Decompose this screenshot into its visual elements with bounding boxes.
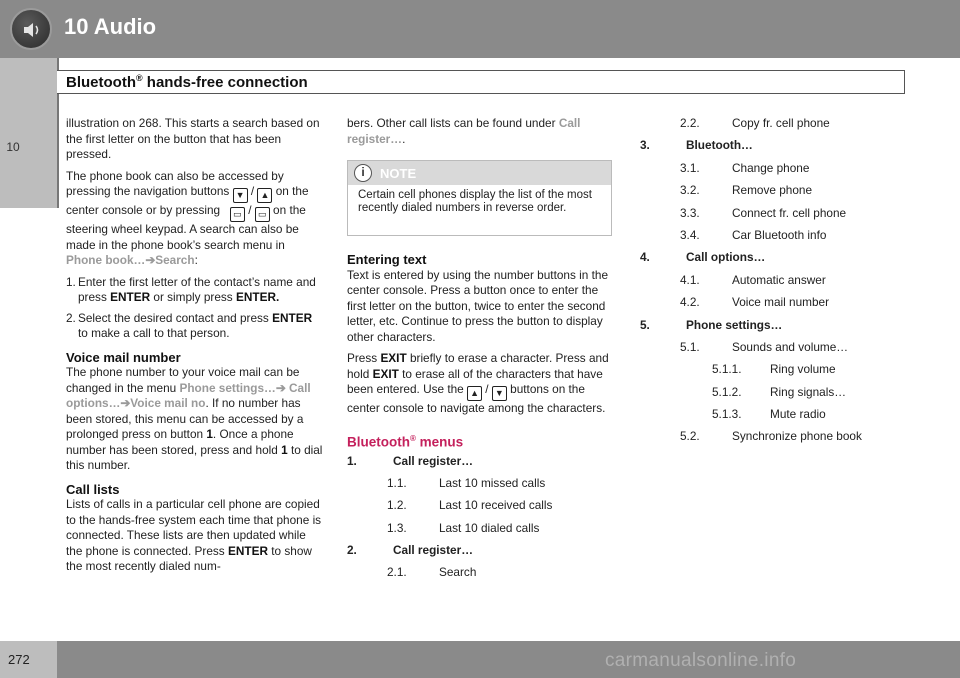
menu-item	[347, 476, 615, 498]
chapter-side-tab	[0, 58, 57, 208]
menu-item-number: 2.1.	[387, 565, 407, 580]
column-right	[640, 116, 920, 452]
bluetooth-menu-list	[347, 454, 615, 588]
page-number: 272	[8, 652, 30, 667]
menu-item-label: Ring volume	[770, 362, 836, 377]
menu-item	[640, 206, 920, 228]
side-tab-number: 10	[6, 140, 20, 154]
menu-item-number: 1.	[347, 453, 357, 468]
menu-item-label: Bluetooth…	[686, 138, 753, 153]
menu-item-label: Change phone	[732, 160, 810, 175]
note-header	[348, 161, 611, 185]
menu-item-label: Remove phone	[732, 183, 813, 198]
menu-item-label: Search	[439, 565, 477, 580]
heading-call-lists: Call lists	[66, 481, 120, 497]
wheel-key-right-icon: ▭	[255, 207, 270, 222]
chapter-title: 10 Audio	[64, 14, 157, 39]
heading-voice-mail: Voice mail number	[66, 349, 181, 365]
menu-item-label: Car Bluetooth info	[732, 227, 827, 242]
menu-item-label: Synchronize phone book	[732, 429, 862, 444]
menu-path: Voice mail no	[130, 396, 206, 410]
column-middle-lower	[347, 252, 615, 588]
menu-item	[640, 161, 920, 183]
arrow-right-icon: ➔	[120, 396, 131, 410]
menu-item	[640, 295, 920, 317]
menu-item-number: 5.2.	[680, 429, 700, 444]
instruction-list	[66, 275, 324, 342]
menu-path: Search	[155, 253, 195, 267]
menu-item-number: 4.1.	[680, 272, 700, 287]
menu-item-label: Ring signals…	[770, 384, 847, 399]
menu-item-number: 3.2.	[680, 183, 700, 198]
menu-item-number: 3.4.	[680, 227, 700, 242]
menu-item	[640, 340, 920, 362]
wheel-key-left-icon: ▭	[230, 207, 245, 222]
menu-item-label: Phone settings…	[686, 317, 783, 332]
menu-item-label: Last 10 dialed calls	[439, 520, 540, 535]
menu-item	[640, 318, 920, 340]
menu-item	[640, 138, 920, 160]
menu-item-label: Last 10 received calls	[439, 498, 553, 513]
menu-item-label: Copy fr. cell phone	[732, 116, 830, 130]
arrow-right-icon: ➔	[145, 253, 156, 267]
paragraph: The phone book can also be accessed by pressing the navigation buttons ▼ / ▲ on the center console or by pressing ▭ / ▭ on the steering wheel keypad. A search can also be made in the phone book’s search menu in Phone book…➔Search:	[66, 168, 309, 267]
menu-item-label: Call register…	[393, 453, 473, 468]
menu-item	[640, 183, 920, 205]
menu-item-number: 2.	[347, 543, 357, 558]
triangle-up-icon: ▲	[257, 188, 272, 203]
triangle-up-icon: ▲	[467, 386, 482, 401]
menu-path: Phone settings…	[179, 380, 276, 395]
menu-item	[347, 521, 615, 543]
menu-item	[640, 385, 920, 407]
menu-item-number: 2.2.	[680, 116, 700, 130]
menu-item-number: 5.1.1.	[712, 362, 742, 377]
paragraph: illustration on 268. This starts a search based on the first letter on the button that has been pressed.	[66, 116, 320, 161]
menu-item	[640, 250, 920, 272]
menu-path: Phone book…	[66, 253, 146, 267]
menu-item-number: 3.3.	[680, 205, 700, 220]
triangle-down-icon: ▼	[492, 386, 507, 401]
menu-item-label: Sounds and volume…	[732, 339, 849, 354]
menu-item-number: 5.	[640, 317, 650, 332]
speaker-icon	[10, 8, 52, 50]
arrow-right-icon: ➔	[275, 380, 286, 395]
menu-item-number: 4.2.	[680, 295, 700, 310]
menu-item-label: Mute radio	[770, 407, 826, 422]
menu-item	[347, 454, 615, 476]
menu-item-number: 4.	[640, 250, 650, 265]
watermark: carmanualsonline.info	[605, 650, 797, 671]
column-left	[66, 116, 324, 581]
menu-item-label: Call options…	[686, 250, 766, 265]
heading-entering-text: Entering text	[347, 252, 427, 267]
menu-item-number: 3.1.	[680, 160, 700, 175]
list-item: 1. Enter the first letter of the contact’s name and press ENTER or simply press ENTER.	[66, 274, 316, 304]
paragraph: Lists of calls in a particular cell phone are copied to the hands-free system each time that phone is connected. These lists are then updated while the phone is connected. Press ENTER to show the most recently dialed num-	[66, 497, 322, 573]
menu-item	[640, 273, 920, 295]
menu-item	[640, 429, 920, 451]
menu-item-number: 1.2.	[387, 498, 407, 513]
footer-bar	[0, 641, 960, 678]
menu-item-number: 5.1.2.	[712, 384, 742, 399]
menu-item	[347, 498, 615, 520]
menu-item	[347, 543, 615, 565]
note-text: Certain cell phones display the list of the most recently dialed numbers in reverse order.	[358, 189, 592, 214]
menu-item-label: Call register…	[393, 543, 473, 558]
menu-item-label: Last 10 missed calls	[439, 475, 546, 490]
menu-item	[347, 565, 615, 587]
menu-path: Call register…	[347, 116, 581, 146]
menu-item-label: Voice mail number	[732, 295, 830, 310]
note-label: NOTE	[380, 166, 417, 181]
menu-path: Call options…	[66, 380, 311, 410]
triangle-down-icon: ▼	[233, 188, 248, 203]
menu-item-number: 1.3.	[387, 520, 407, 535]
note-box	[347, 160, 612, 236]
menu-item-number: 5.1.3.	[712, 407, 742, 422]
list-item: 2. Select the desired contact and press ENTER to make a call to that person.	[66, 310, 313, 340]
paragraph: bers. Other call lists can be found under Call register….	[347, 116, 581, 146]
menu-item-label: Connect fr. cell phone	[732, 205, 847, 220]
paragraph: Text is entered by using the number buttons in the center console. Press a button once to enter the first letter on the button, twice to enter the second letter, etc. Continue to press the button to display other characters.	[347, 267, 609, 344]
menu-item	[640, 407, 920, 429]
menu-item	[640, 228, 920, 250]
menu-item	[640, 362, 920, 384]
column-middle	[347, 116, 615, 153]
info-icon: i	[354, 164, 372, 182]
bluetooth-menus-heading: Bluetooth® menus	[347, 433, 464, 449]
section-title: Bluetooth® hands-free connection	[66, 73, 308, 91]
menu-item-number: 5.1.	[680, 339, 700, 354]
paragraph: Press EXIT briefly to erase a character. Press and hold EXIT to erase all of the characters that have been entered. Use the ▲ / ▼ buttons on the center console to navigate among the characters.	[347, 351, 609, 415]
menu-item-label: Automatic answer	[732, 272, 826, 287]
menu-item	[640, 116, 920, 138]
menu-item-number: 3.	[640, 138, 650, 153]
paragraph: The phone number to your voice mail can be changed in the menu Phone settings…➔ Call options…➔Voice mail no. If no number has been stored, this menu can be accessed by a prolonged press on button 1. Once a phone number has been stored, press and hold 1 to dial this number.	[66, 365, 323, 472]
bluetooth-menu-list	[640, 116, 920, 452]
menu-item-number: 1.1.	[387, 475, 407, 490]
